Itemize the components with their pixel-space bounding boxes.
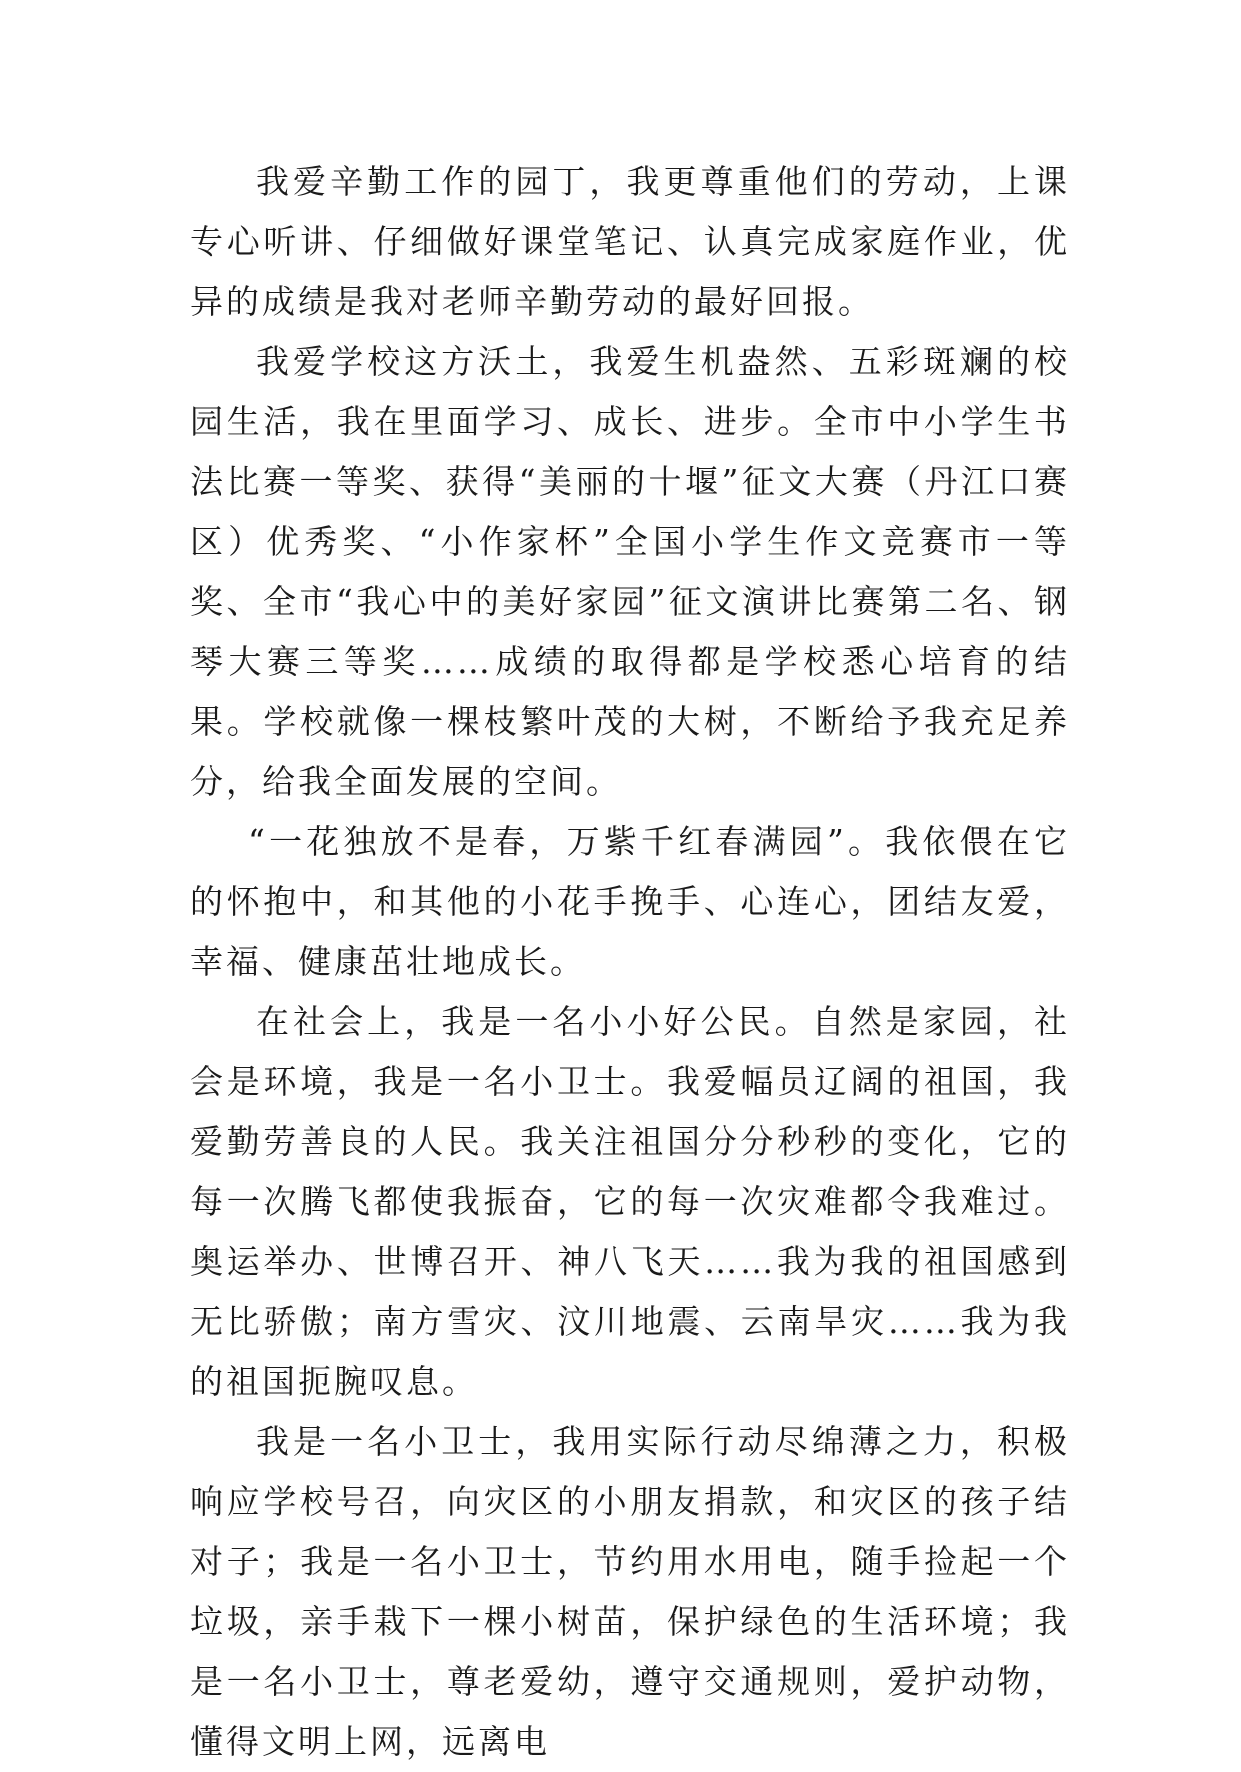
body-text [190, 152, 1070, 1772]
paragraph-gardener: 我爱辛勤工作的园丁，我更尊重他们的劳动，上课专心听讲、仔细做好课堂笔记、认真完成家庭作业，优异的成绩是我对老师辛勤劳动的最好回报。 [190, 162, 1070, 321]
paragraph-school: 我爱学校这方沃土，我爱生机盎然、五彩斑斓的校园生活，我在里面学习、成长、进步。全市中小学生书法比赛一等奖、获得“美丽的十堰”征文大赛（丹江口赛区）优秀奖、“小作家杯”全国小学生作文竞赛市一等奖、全市“我心中的美好家园”征文演讲比赛第二名、钢琴大赛三等奖……成绩的取得都是学校悉心培育的结果。学校就像一棵枝繁叶茂的大树，不断给予我充足养分，给我全面发展的空间。 [190, 342, 1070, 801]
paragraph-little-guardian: 我是一名小卫士，我用实际行动尽绵薄之力，积极响应学校号召，向灾区的小朋友捐款，和灾区的孩子结对子；我是一名小卫士，节约用水用电，随手捡起一个垃圾，亲手栽下一棵小树苗，保护绿色的生活环境；我是一名小卫士，尊老爱幼，遵守交通规则，爱护动物，懂得文明上网，远离电 [190, 1422, 1070, 1761]
paragraph-society: 在社会上，我是一名小小好公民。自然是家园，社会是环境，我是一名小卫士。我爱幅员辽阔的祖国，我爱勤劳善良的人民。我关注祖国分分秒秒的变化，它的每一次腾飞都使我振奋，它的每一次灾难都令我难过。奥运举办、世博召开、神八飞天……我为我的祖国感到无比骄傲；南方雪灾、汶川地震、云南旱灾……我为我的祖国扼腕叹息。 [190, 1002, 1070, 1401]
paragraph-flowers: “一花独放不是春，万紫千红春满园”。我依偎在它的怀抱中，和其他的小花手挽手、心连心，团结友爱，幸福、健康茁壮地成长。 [190, 822, 1070, 981]
